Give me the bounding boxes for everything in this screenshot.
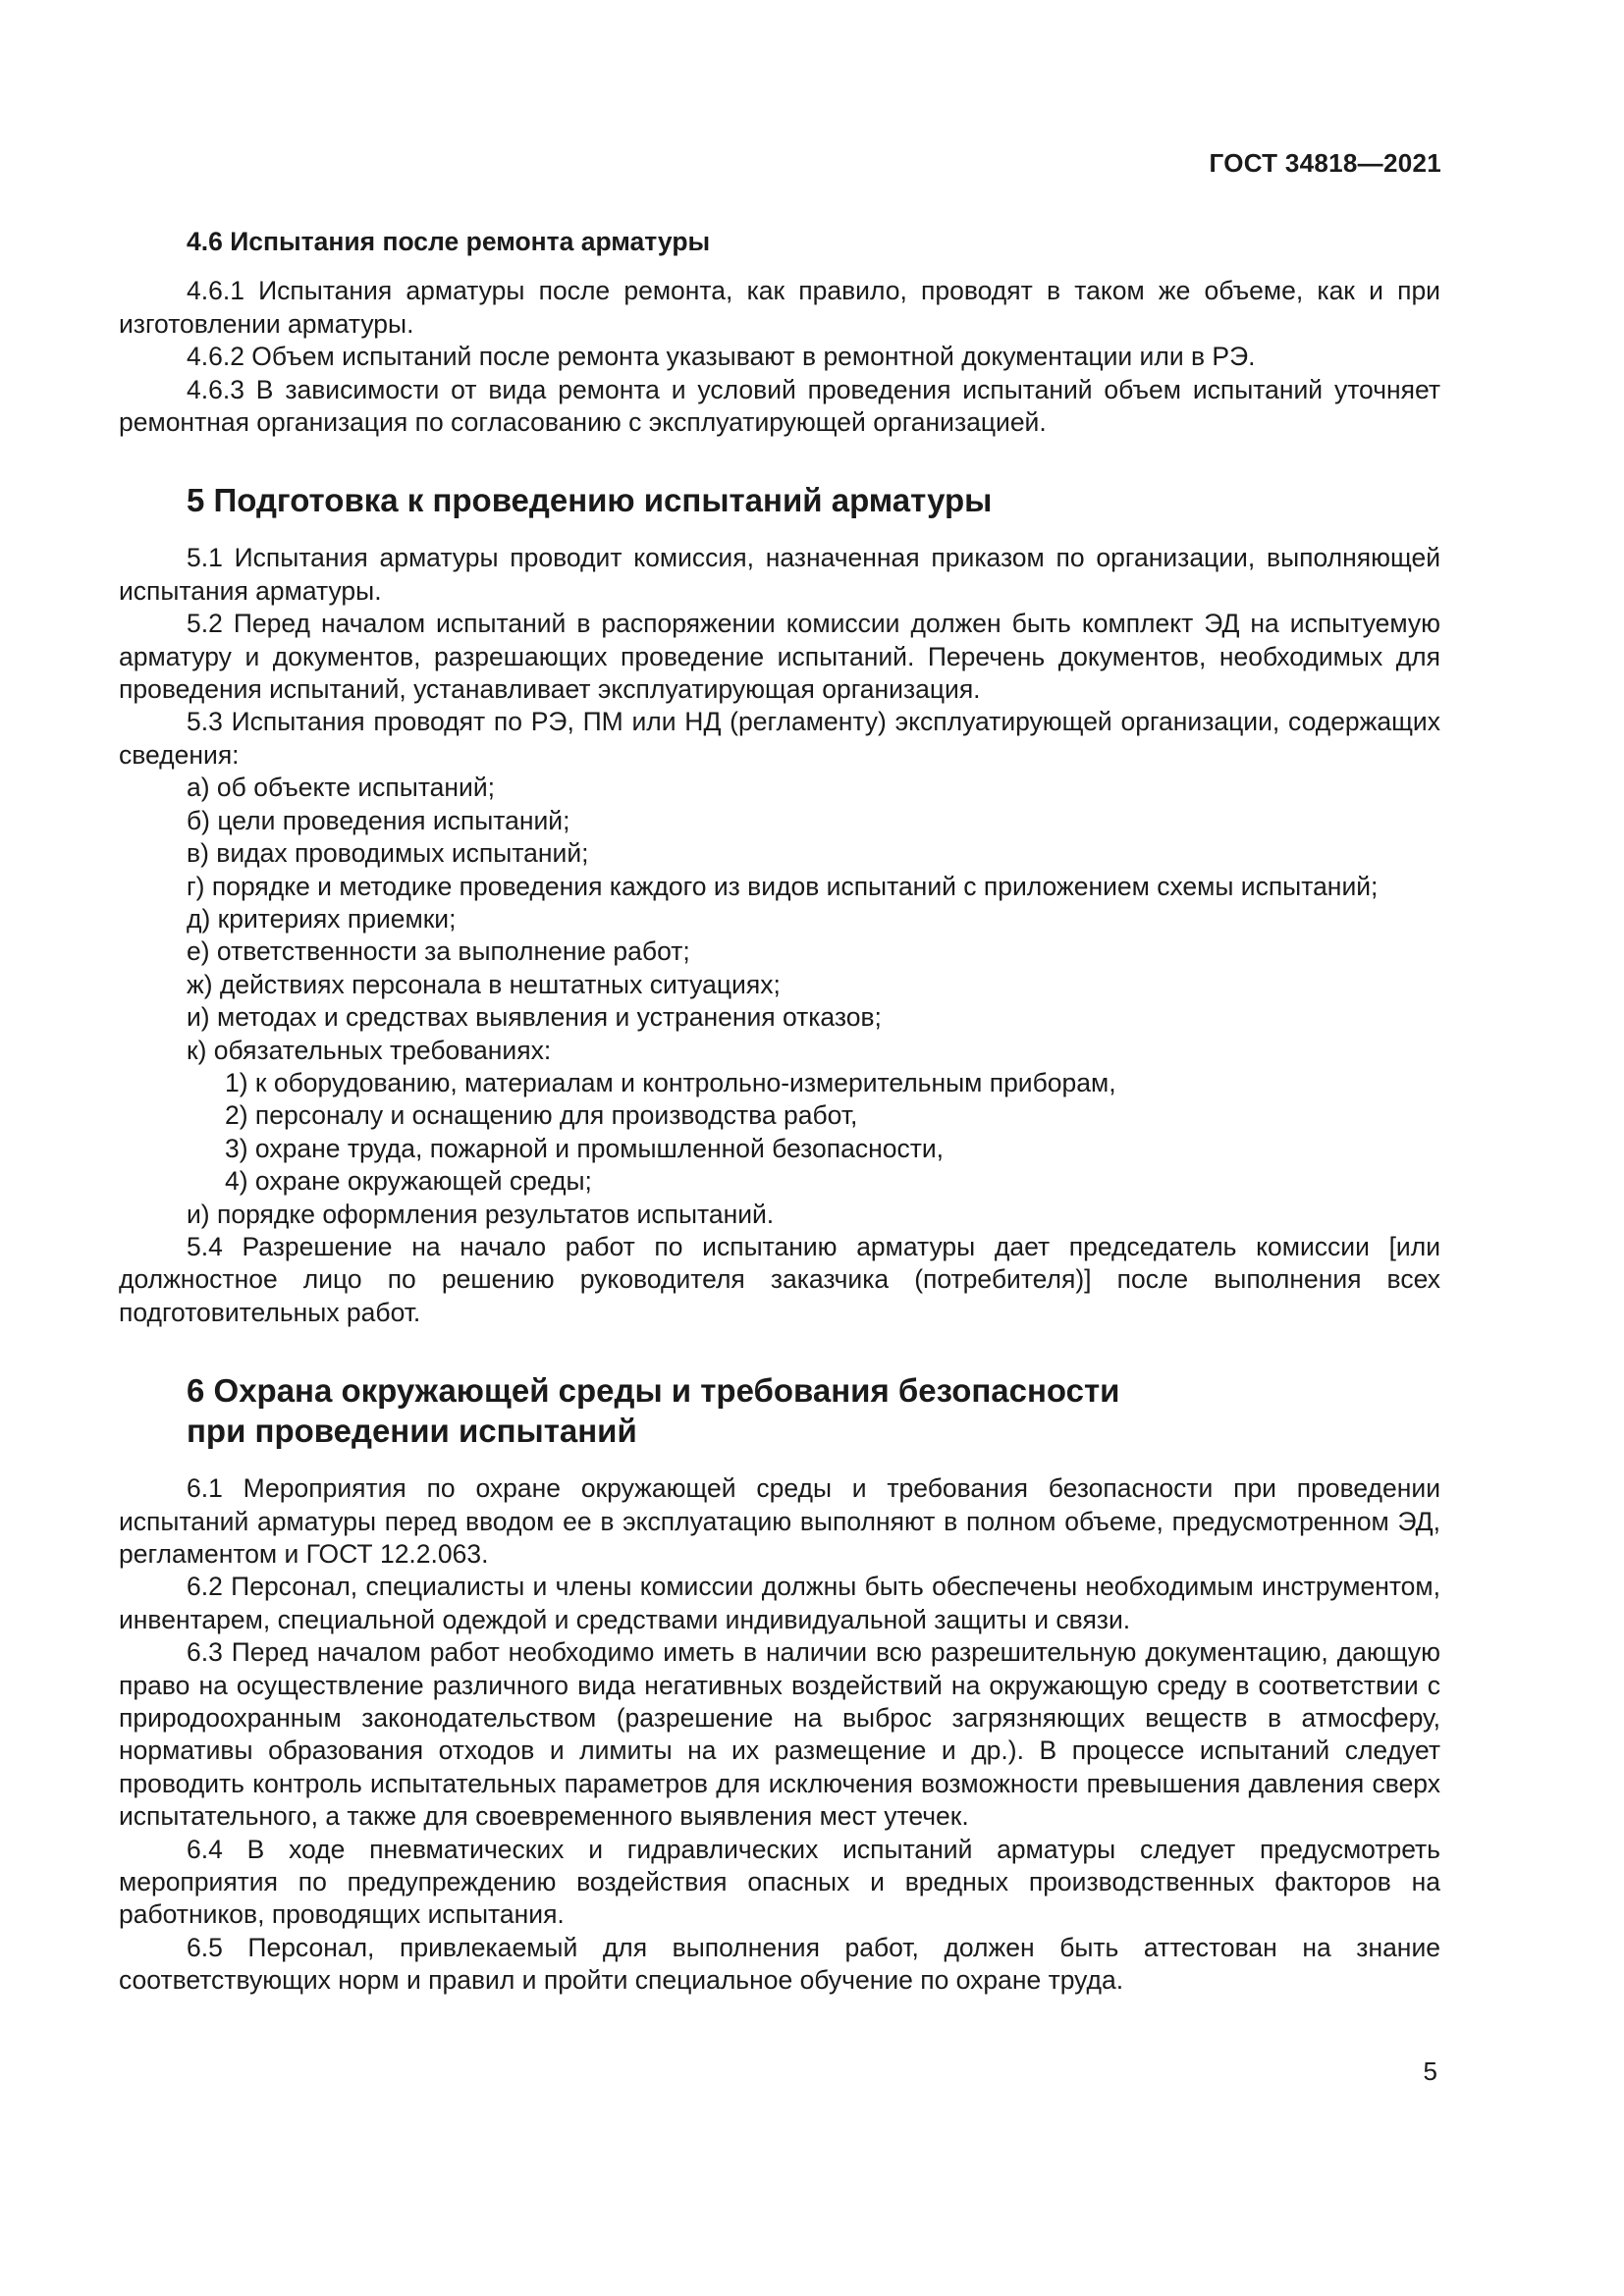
paragraph-5-4: 5.4 Разрешение на начало работ по испытанию арматуры дает председатель комиссии [или должностное лицо по решению руководителя заказчика (потребителя)] после выполнения всех подготовительных работ. bbox=[119, 1231, 1440, 1327]
section-heading-6-line2: при проведении испытаний bbox=[187, 1413, 637, 1450]
paragraph-6-5: 6.5 Персонал, привлекаемый для выполнения работ, должен быть аттестован на знание соответствующих норм и правил и пройти специальное обучение по охране труда. bbox=[119, 1932, 1440, 1996]
paragraph-4-6-2: 4.6.2 Объем испытаний после ремонта указывают в ремонтной документации или в РЭ. bbox=[187, 342, 1256, 372]
sublist-item: 4) охране окружающей среды; bbox=[225, 1166, 592, 1197]
page-number: 5 bbox=[1423, 2056, 1437, 2086]
section-heading-6 bbox=[119, 1370, 1440, 1451]
paragraph-6-2: 6.2 Персонал, специалисты и члены комиссии должны быть обеспечены необходимым инструментом, инвентарем, специальной одеждой и средствами индивидуальной защиты и связи. bbox=[119, 1572, 1440, 1634]
list-item: е) ответственности за выполнение работ; bbox=[187, 936, 690, 967]
list-item: б) цели проведения испытаний; bbox=[187, 805, 570, 835]
paragraph-4-6-1: 4.6.1 Испытания арматуры после ремонта, как правило, проводят в таком же объеме, как и при изготовлении арматуры. bbox=[119, 276, 1440, 339]
list-item: и) методах и средствах выявления и устранения отказов; bbox=[187, 1002, 882, 1033]
list-item: г) порядке и методике проведения каждого из видов испытаний с приложением схемы испытаний; bbox=[187, 871, 1379, 901]
paragraph-5-1: 5.1 Испытания арматуры проводит комиссия, назначенная приказом по организации, выполняющей испытания арматуры. bbox=[119, 543, 1440, 606]
paragraph-4-6-3: 4.6.3 В зависимости от вида ремонта и условий проведения испытаний объем испытаний уточняет ремонтная организация по согласованию с эксплуатирующей организацией. bbox=[119, 374, 1440, 438]
list-item: а) об объекте испытаний; bbox=[187, 773, 496, 803]
page-content bbox=[119, 226, 1440, 1998]
list-item: ж) действиях персонала в нештатных ситуациях; bbox=[187, 969, 781, 999]
subsection-heading-4-6: 4.6 Испытания после ремонта арматуры bbox=[187, 227, 711, 256]
list-item: д) критериях приемки; bbox=[187, 903, 457, 934]
sublist-item: 2) персоналу и оснащению для производства работ, bbox=[225, 1100, 858, 1131]
paragraph-5-2: 5.2 Перед началом испытаний в распоряжении комиссии должен быть комплект ЭД на испытуемую арматуру и документов, разрешающих проведение испытаний. Перечень документов, необходимых для проведения испытаний, устанавливает эксплуатирующая организация. bbox=[119, 609, 1440, 705]
section-heading-5: 5 Подготовка к проведению испытаний арматуры bbox=[187, 482, 993, 519]
paragraph-6-4: 6.4 В ходе пневматических и гидравлических испытаний арматуры следует предусмотреть мероприятия по предупреждению воздействия опасных и вредных производственных факторов на работников, проводящих испытания. bbox=[119, 1834, 1440, 1930]
list-item: и) порядке оформления результатов испытаний. bbox=[187, 1199, 775, 1229]
paragraph-5-3: 5.3 Испытания проводят по РЭ, ПМ или НД (регламенту) эксплуатирующей организации, содержащих сведения: bbox=[119, 707, 1440, 770]
paragraph-6-1: 6.1 Мероприятия по охране окружающей среды и требования безопасности при проведении испытаний арматуры перед вводом ее в эксплуатацию выполняют в полном объеме, предусмотренном ЭД, регламентом и ГОСТ 12.2.063. bbox=[119, 1473, 1440, 1569]
document-id: ГОСТ 34818—2021 bbox=[1209, 148, 1441, 178]
section-heading-6-line1: 6 Охрана окружающей среды и требования безопасности bbox=[187, 1372, 1120, 1410]
list-item: в) видах проводимых испытаний; bbox=[187, 838, 589, 869]
paragraph-6-3: 6.3 Перед началом работ необходимо иметь в наличии всю разрешительную документацию, дающую право на осуществление различного вида негативных воздействий на окружающую среду в соответствии с природоохранным законодательством (разрешение на выброс загрязняющих веществ в атмосферу, нормативы образования отходов и лимиты на их размещение и др.). В процессе испытаний следует проводить контроль испытательных параметров для исключения возможности превышения давления сверх испытательного, а также для своевременного выявления мест утечек. bbox=[119, 1637, 1440, 1832]
sublist-item: 1) к оборудованию, материалам и контрольно-измерительным приборам, bbox=[225, 1067, 1116, 1097]
list-item: к) обязательных требованиях: bbox=[187, 1035, 552, 1065]
sublist-item: 3) охране труда, пожарной и промышленной безопасности, bbox=[225, 1133, 945, 1163]
